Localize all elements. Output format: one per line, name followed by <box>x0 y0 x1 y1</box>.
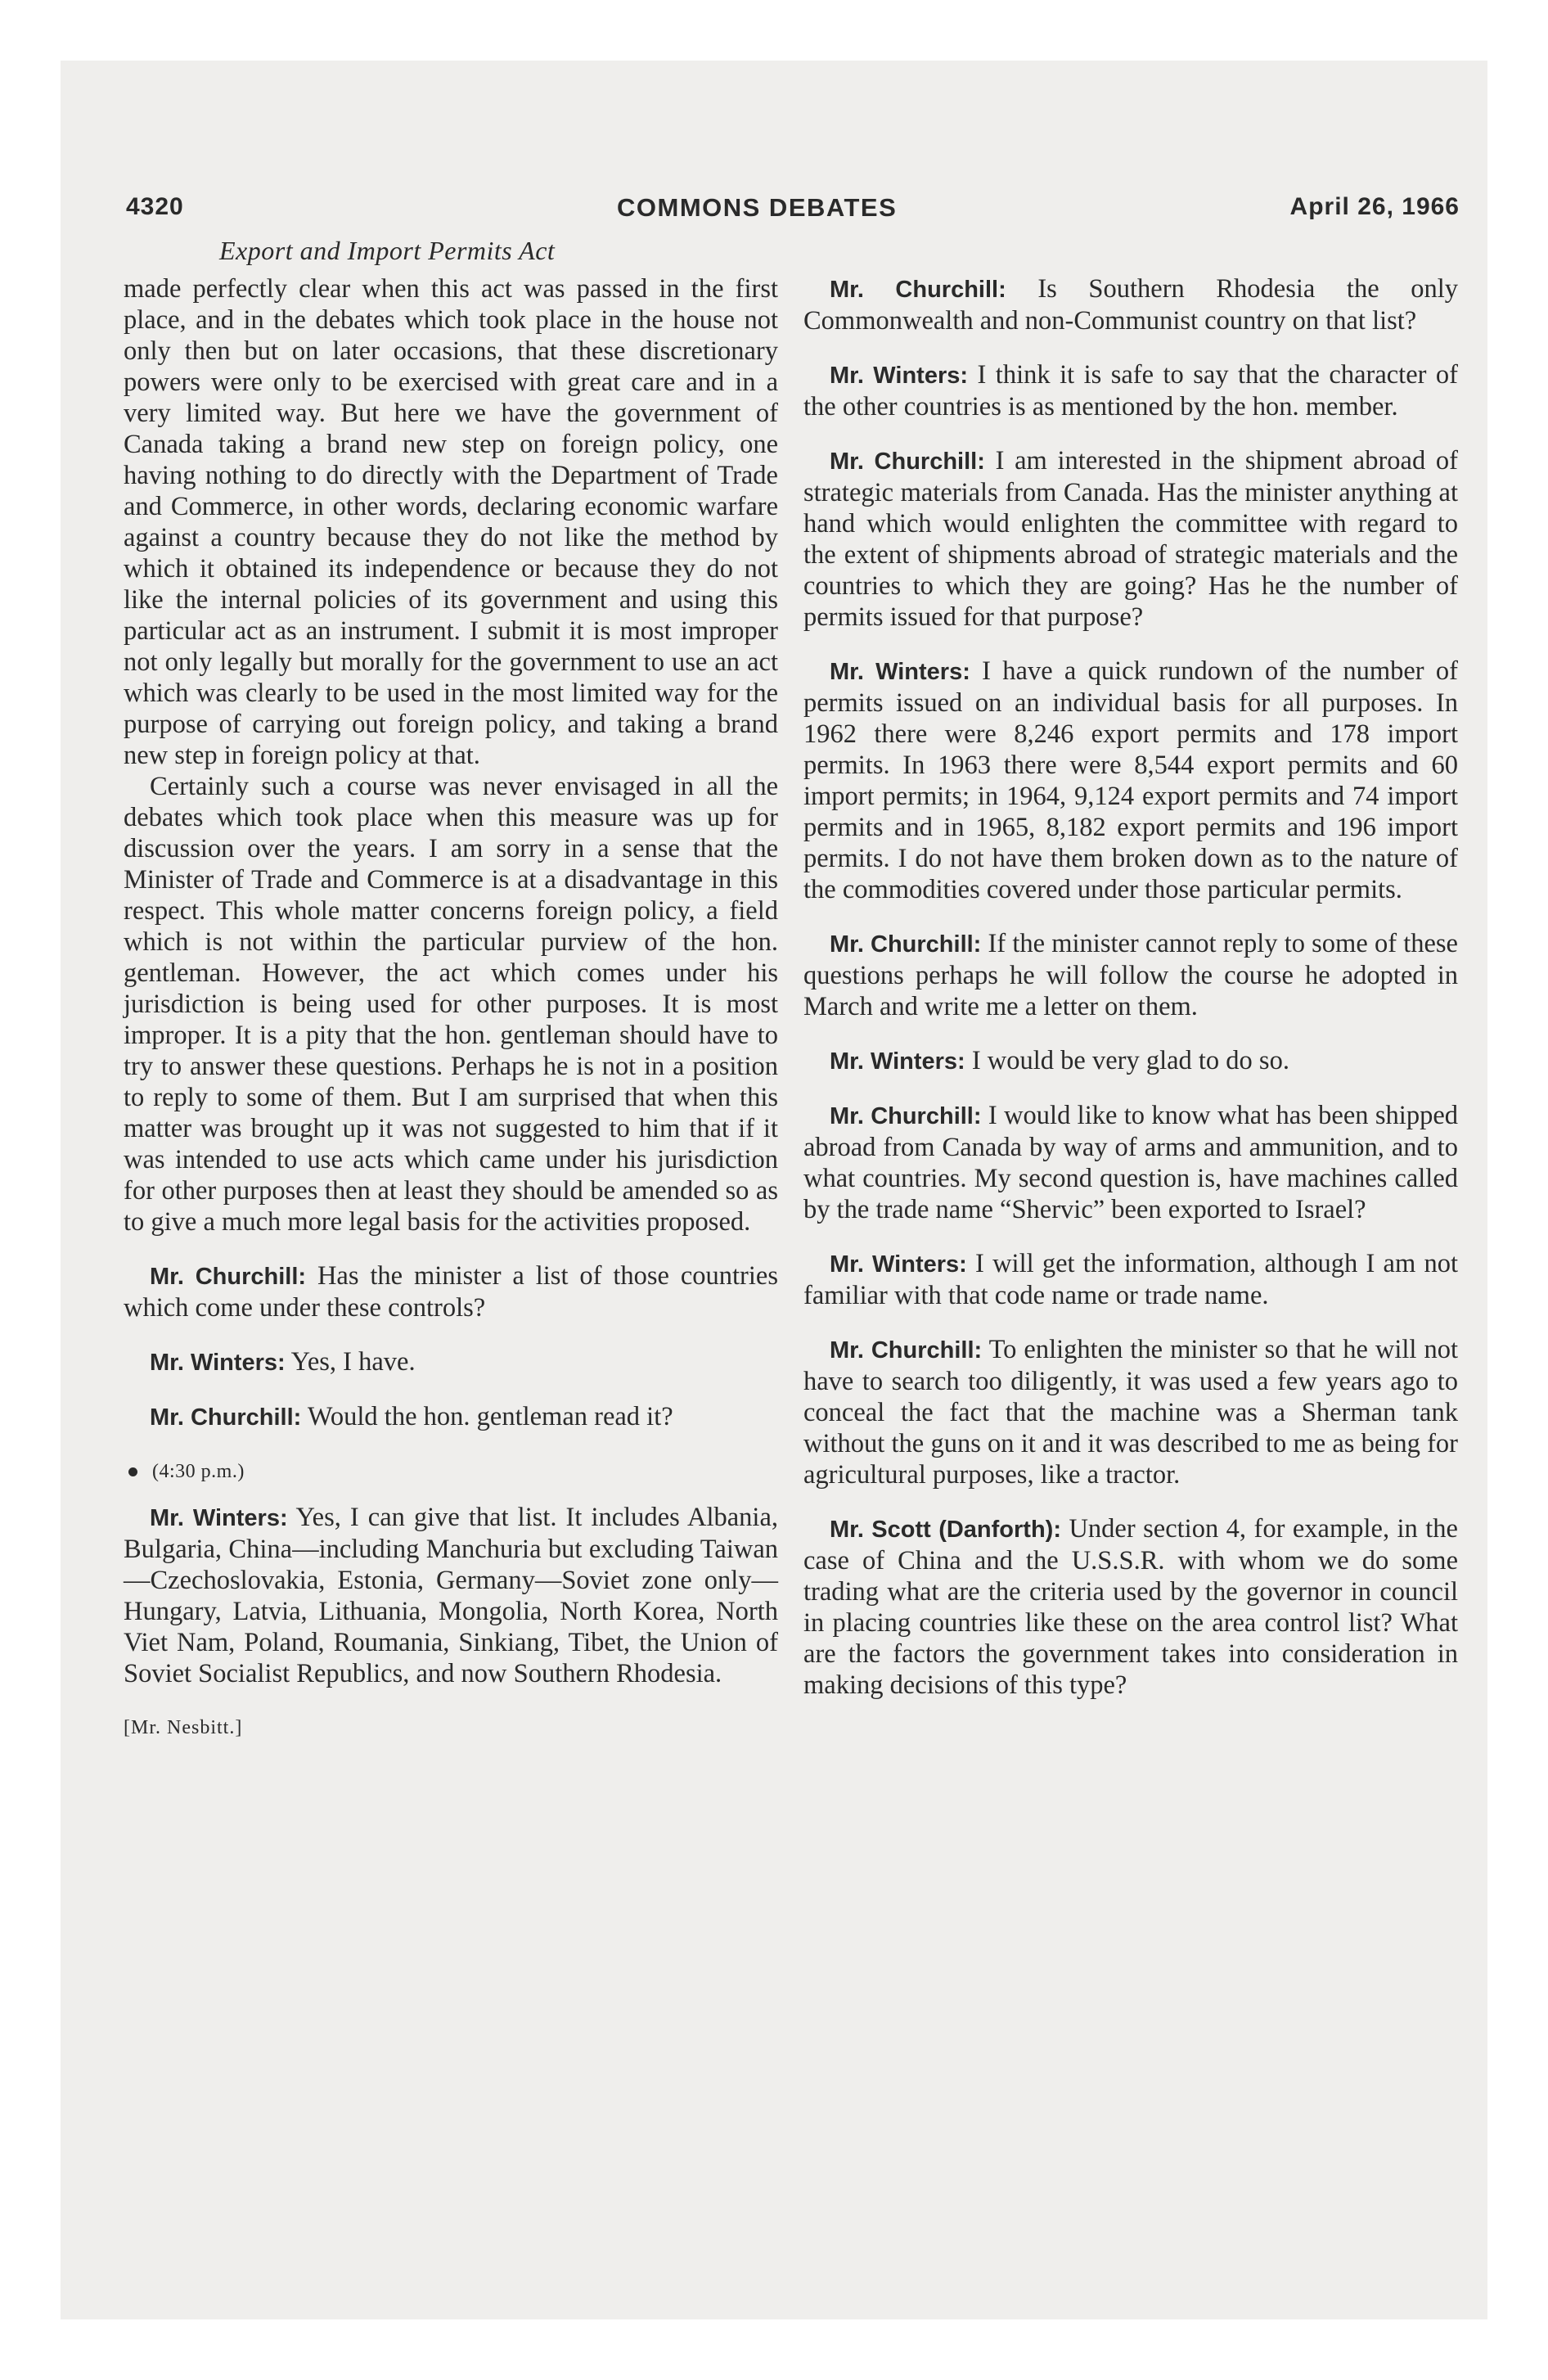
speaker-name: Mr. Churchill: <box>830 1337 983 1364</box>
speaker-name: Mr. Churchill: <box>830 277 1006 303</box>
speaker-name: Mr. Churchill: <box>150 1404 302 1431</box>
speech-entry <box>124 1502 778 1689</box>
speech-text: I would be very glad to do so. <box>965 1046 1289 1075</box>
speaker-name: Mr. Winters: <box>150 1350 286 1376</box>
time-marker-text: (4:30 p.m.) <box>152 1461 245 1482</box>
speech-text: I am interested in the shipment abroad of strategic materials from Canada. Has the minister anything at hand which would enlighten the committee with regard to the extent of shipments abroad of strategic materials and the countries to which they are going? Has he the number of permits issued for that purpose? <box>803 446 1458 632</box>
speaker-name: Mr. Winters: <box>830 1048 965 1075</box>
speech-text: Yes, I can give that list. It includes Albania, Bulgaria, China—including Manchuria but excluding Taiwan—Czechoslovakia, Estonia, Germany—Soviet zone only—Hungary, Latvia, Lithuania, Mongolia, North Korea, North Viet Nam, Poland, Roumania, Sinkiang, Tibet, the Union of Soviet Socialist Republics, and now Southern Rhodesia. <box>124 1503 779 1688</box>
speech-entry <box>124 1260 778 1323</box>
speaker-name: Mr. Winters: <box>830 363 969 389</box>
speech-entry <box>803 656 1458 905</box>
speech-entry <box>803 1513 1458 1701</box>
left-column <box>124 273 778 1743</box>
speech-text: Under section 4, for example, in the case of China and the U.S.S.R. with whom we do some trading what are the criteria used by the governor in council in placing countries like these on the area control list? What are the factors the government takes into consideration in making decisions of this type? <box>803 1514 1458 1700</box>
speech-entry <box>803 445 1458 633</box>
speech-entry <box>803 1100 1458 1225</box>
speech-text: Would the hon. gentleman read it? <box>301 1402 673 1431</box>
speech-text: I think it is safe to say that the character of the other countries is as mentioned by the hon. member. <box>803 360 1458 421</box>
speech-entry <box>803 1045 1458 1077</box>
speaker-name: Mr. Churchill: <box>830 931 982 958</box>
speech-text: Is Southern Rhodesia the only Commonwealth and non-Communist country on that list? <box>803 274 1458 336</box>
speaker-name: Mr. Churchill: <box>150 1264 307 1290</box>
speaker-name: Mr. Winters: <box>830 659 970 685</box>
speaker-name: Mr. Churchill: <box>830 1103 982 1129</box>
paragraph: made perfectly clear when this act was passed in the first place, and in the debates which took place in the house not only then but on later occasions, that these discretionary powers were only to be exercised with great care and in a very limited way. But here we have the government of Canada taking a brand new step on foreign policy, one having nothing to do directly with the Department of Trade and Commerce, in other words, declaring economic warfare against a country because they do not like the method by which it obtained its independence or because they do not like the internal policies of its government and using this particular act as an instrument. I submit it is most improper not only legally but morally for the government to use an act which was clearly to be used in the most limited way for the purpose of carrying out foreign policy, and taking a brand new step in foreign policy at that. <box>124 274 778 770</box>
speech-entry <box>124 1346 778 1378</box>
paragraph: Certainly such a course was never envisaged in all the debates which took place when this measure was up for discussion over the years. I am sorry in a sense that the Minister of Trade and Commerce is at a disadvantage in this respect. This whole matter concerns foreign policy, a field which is not within the particular purview of the hon. gentleman. However, the act which comes under his jurisdiction is being used for other purposes. It is most improper. It is a pity that the hon. gentleman should have to try to answer these questions. Perhaps he is not in a position to reply to some of them. But I am surprised that when this matter was brought up it was not suggested to him that if it was intended to use acts which came under his jurisdiction for other purposes then at least they should be amended so as to give a much more legal basis for the activities proposed. <box>124 772 778 1237</box>
page-date: April 26, 1966 <box>1289 193 1460 220</box>
bullet-icon <box>128 1467 137 1476</box>
speaker-name: Mr. Winters: <box>150 1505 288 1531</box>
speech-text: If the minister cannot reply to some of these questions perhaps he will follow the course he adopted in March and write me a letter on them. <box>803 929 1458 1021</box>
speech-text: To enlighten the minister so that he will not have to search too diligently, it was used a few years ago to conceal the fact that the machine was a Sherman tank without the guns on it and it was described to me as being for agricultural purposes, like a tractor. <box>803 1335 1458 1490</box>
speech-entry <box>803 928 1458 1022</box>
speaker-name: Mr. Scott (Danforth): <box>830 1517 1061 1543</box>
speech-entry <box>803 273 1458 336</box>
footer-reference: [Mr. Nesbitt.] <box>124 1717 243 1738</box>
speech-text: I will get the information, although I am not familiar with that code name or trade name. <box>803 1249 1458 1310</box>
time-marker <box>124 1456 778 1487</box>
page-header <box>126 193 1460 236</box>
speaker-name: Mr. Winters: <box>830 1251 967 1278</box>
speech-entry <box>803 1248 1458 1311</box>
speech-entry <box>803 359 1458 422</box>
running-head: Export and Import Permits Act <box>219 236 556 265</box>
speech-entry <box>803 1334 1458 1490</box>
journal-title: COMMONS DEBATES <box>617 193 898 222</box>
speaker-name: Mr. Churchill: <box>830 449 985 475</box>
speech-text: Has the minister a list of those countries which come under these controls? <box>124 1261 778 1323</box>
speech-text: I have a quick rundown of the number of permits issued on an individual basis for all purposes. In 1962 there were 8,246 export permits and 178 import permits. In 1963 there were 8,544 export permits and 60 import permits; in 1964, 9,124 export permits and 74 import permits and in 1965, 8,182 export permits and 196 import permits. I do not have them broken down as to the nature of the commodities covered under those particular permits. <box>803 656 1458 904</box>
page-number: 4320 <box>126 193 184 220</box>
right-column <box>803 273 1458 1724</box>
speech-text: I would like to know what has been shipped abroad from Canada by way of arms and ammunition, and to what countries. My second question is, have machines called by the trade name “Shervic” been exported to Israel? <box>803 1101 1458 1224</box>
speech-entry <box>124 1401 778 1433</box>
speech-text: Yes, I have. <box>285 1347 416 1377</box>
